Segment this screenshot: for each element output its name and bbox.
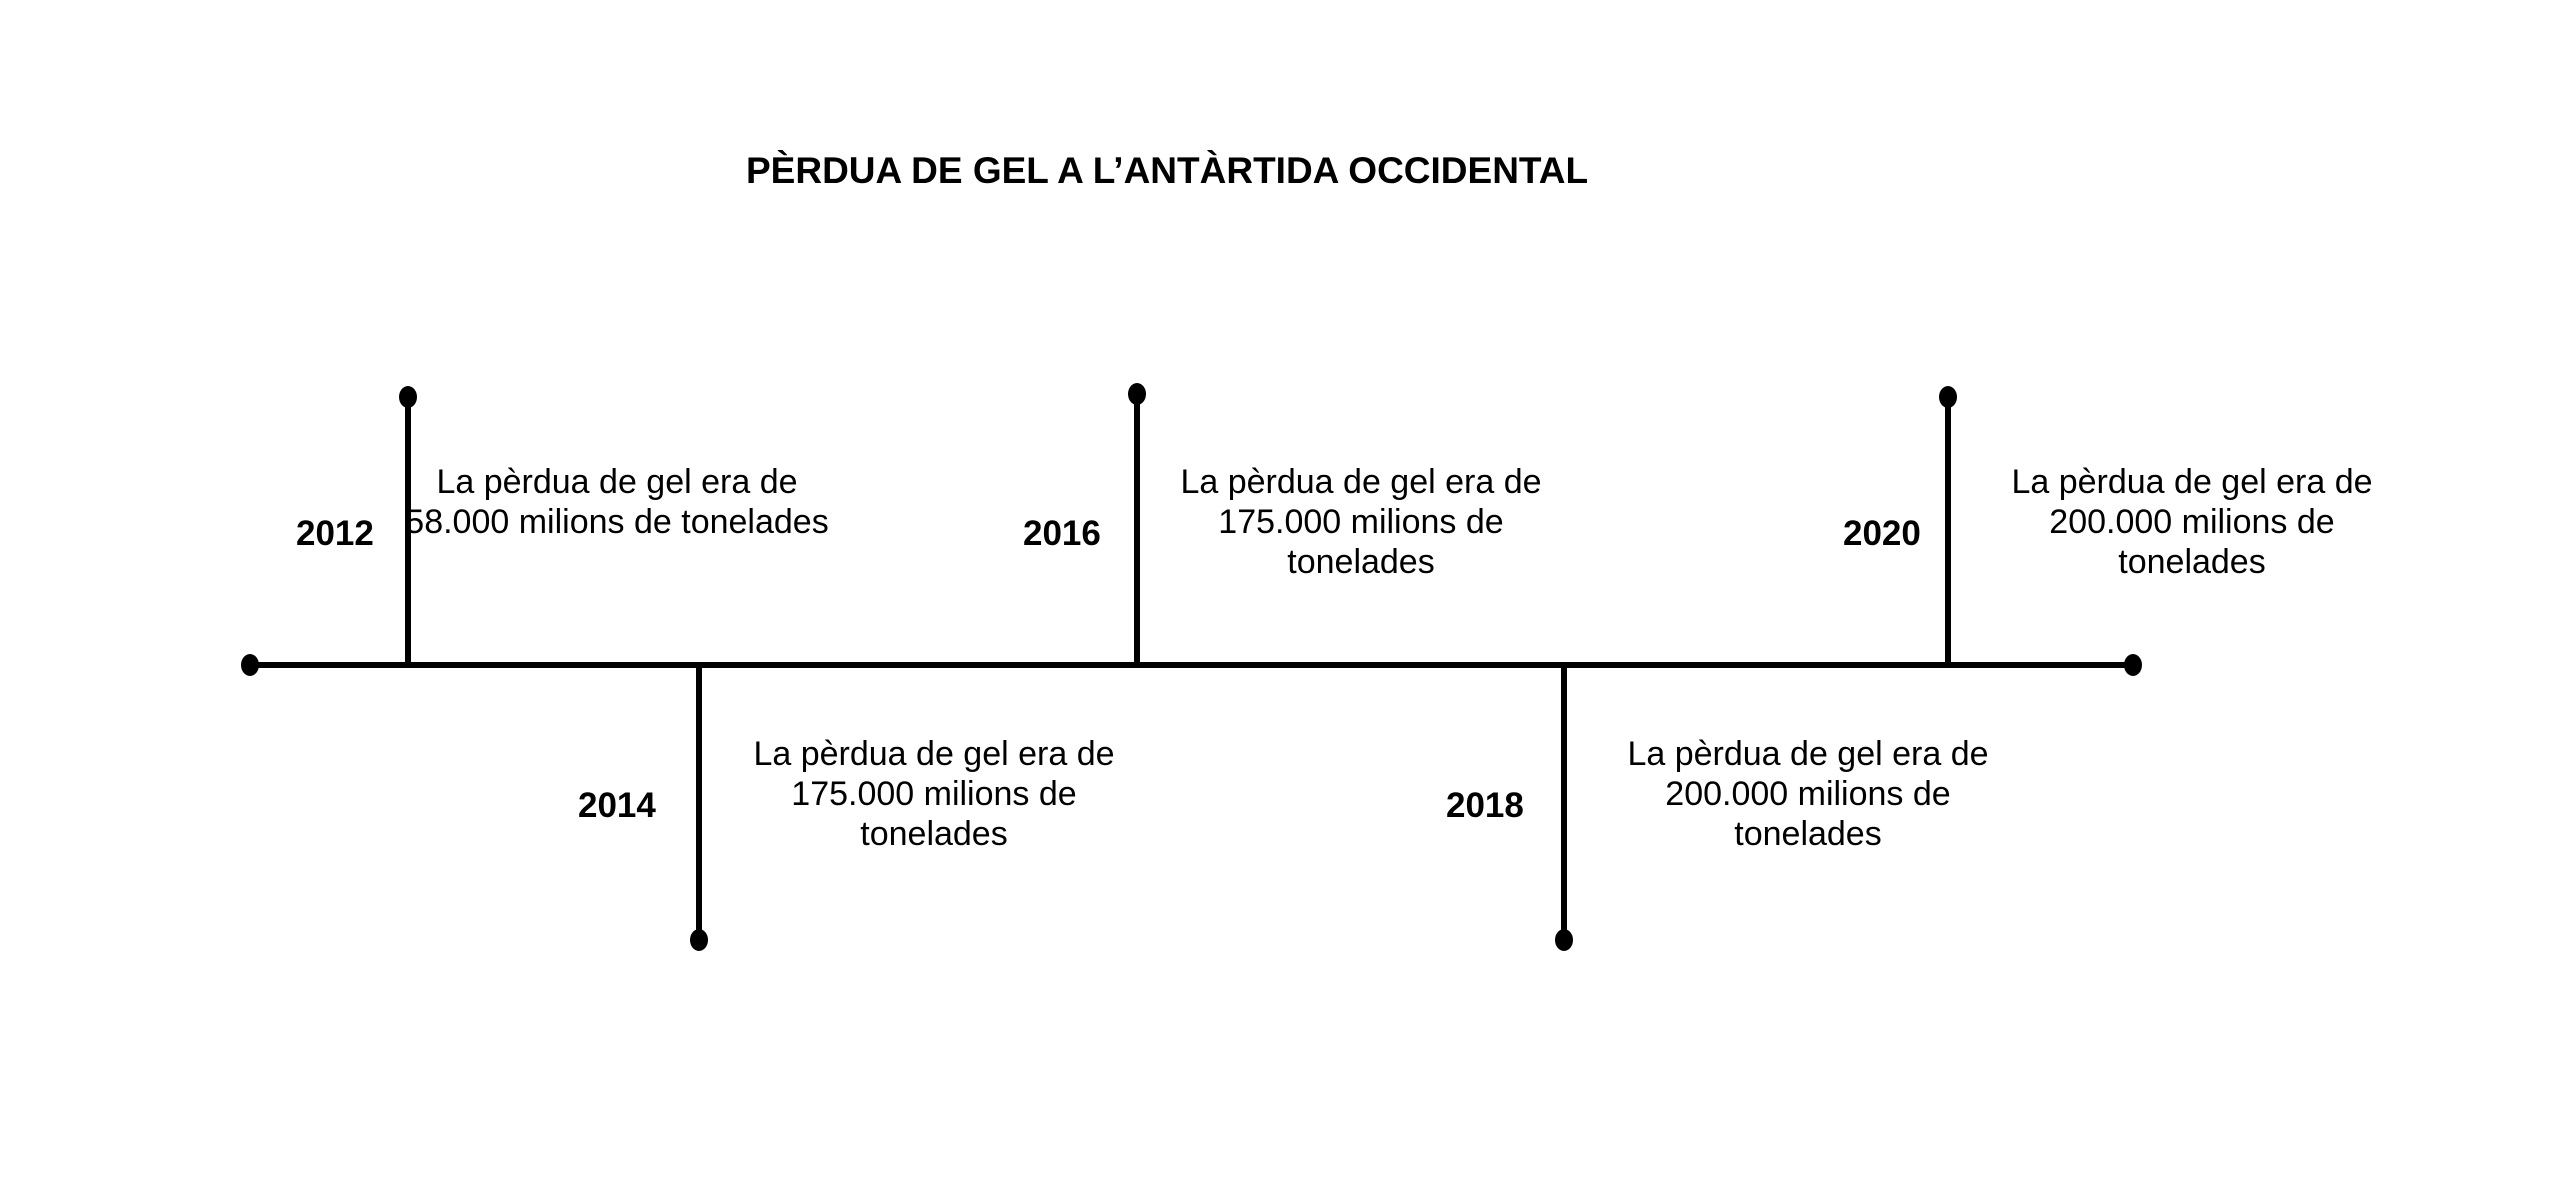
marker-2016-dot — [1128, 383, 1146, 405]
year-label-2016: 2016 — [1023, 514, 1101, 553]
marker-2012-dot — [399, 386, 417, 408]
marker-2020-dot — [1939, 386, 1957, 408]
year-label-2020: 2020 — [1843, 514, 1921, 553]
axis-start-dot — [241, 654, 259, 676]
event-description-2014: La pèrdua de gel era de 175.000 milions de tonelades — [753, 735, 1115, 853]
axis-end-dot — [2124, 654, 2142, 676]
year-label-2018: 2018 — [1446, 786, 1524, 825]
year-label-2012: 2012 — [296, 514, 374, 553]
page-title: PÈRDUA DE GEL A L’ANTÀRTIDA OCCIDENTAL — [746, 150, 1589, 191]
marker-2014-dot — [690, 929, 708, 951]
event-description-2012: La pèrdua de gel era de 58.000 milions de tonelades — [405, 463, 829, 541]
year-label-2014: 2014 — [578, 786, 656, 825]
event-description-2020: La pèrdua de gel era de 200.000 milions de tonelades — [2011, 463, 2373, 581]
event-description-2016: La pèrdua de gel era de 175.000 milions de tonelades — [1180, 463, 1542, 581]
event-description-2018: La pèrdua de gel era de 200.000 milions de tonelades — [1627, 735, 1989, 853]
marker-2018-dot — [1555, 929, 1573, 951]
